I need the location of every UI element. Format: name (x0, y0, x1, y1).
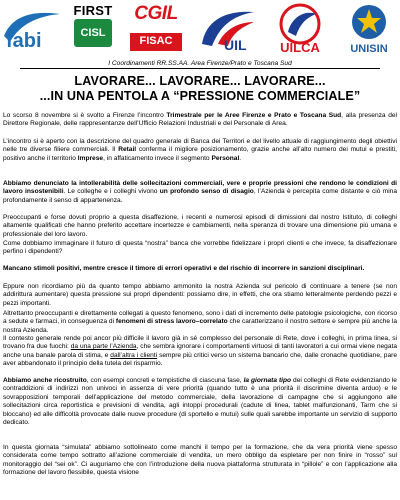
fisac-bar (130, 33, 182, 51)
paragraph-future: Come dobbiamo immaginare il futuro di questa “nostra” banca che vorrebbe fidelizzare i propri clienti e che invece, fa disaffezionare perfino i dipendenti? (3, 240, 397, 256)
fabi-logo (2, 10, 64, 50)
paragraph-stress: Altrettanto preoccupanti e direttamente collegati a questo fenomeno, sono i dati di incremento delle patologie psicologiche, con ricorso a sedute e farmaci, in conseguenza di fenomeni di stress lavoro–correlato che caratterizzano il nostro settore e sempre più anche la nostra Azienda. (3, 310, 398, 334)
page-title: LAVORARE... LAVORARE... LAVORARE... (74, 74, 326, 88)
paragraph-typical-day: Abbiamo anche ricostruito, con esempi concreti e tempistiche di ciascuna fase, la giornata tipo dei colleghi di Rete evidenziando le contraddizioni di indirizzi non univoci in assenza di vere priorità (quando tutto è una priorità il discrimine diventa arduo) e le sovrapposizioni temporali dell’applicazione del metodo commerciale, della lavorazione di campagne che si aggiungono alle sollecitazioni circa reportistica e previsioni di vendita, agli intoppi procedurali (cadute di linea, tablet malfunzionanti, Tarm che si bloccano) ed alle difficoltà provocate dalle nuove procedure (di sportello e mutui) sulle quali sarebbe importante un servizio di supporto dedicato. (3, 377, 397, 427)
unisin-logo (340, 2, 398, 56)
page-subtitle: ...IN UNA PENTOLA A “PRESSIONE COMMERCIALE” (39, 89, 361, 103)
first-cisl-logo (72, 3, 114, 53)
fabi-logo-text: fabi (6, 30, 42, 50)
union-logos (0, 0, 400, 60)
header-divider (20, 68, 380, 69)
first-logo-text: FIRST (73, 3, 113, 18)
paragraph-pressure: Abbiamo denunciato la intollerabilità delle sollecitazioni commerciali, vere e proprie pressioni che rendono le condizioni di lavoro insostenibili. Le colleghe e i colleghi vivono un profondo senso di disagio, l’Azienda è percepita come distante e ciò mina profondamente il senso di appartenenza. (3, 180, 397, 204)
paragraph-resignations: Preoccupanti e forse dovuti proprio a questa disaffezione, i recenti e numerosi episodi di dimissioni dal nostro Istituto, di colleghi altamente qualificati che hanno preferito accettare incertezze e cambiamenti, nella speranza di trovare una dimensione più umana e professionale del loro lavoro. (3, 214, 397, 238)
cisl-badge (74, 19, 112, 47)
coordination-line: I Coordinamenti RR.SS.AA. Area Firenze/Prato e Toscana Sud (108, 60, 292, 67)
fisac-logo-text: FISAC (139, 35, 173, 47)
cgil-logo-text: CGIL (134, 3, 178, 24)
paragraph-training: In questa giornata “simulata” abbiamo sottolineato come manchi il tempo per la formazione, che da vera priorità viene spesso considerata come tempo sottratto all’azione commerciale di vendita, un mero obbligo da espletare per non finire in “rosso” sul monitoraggio del “sei ok”. Ci auguriamo che con l’introduzione della nuova piattaforma strutturata in “pillole” e con l’applicazione alla formazione del lavoro flessibile, questa visione (3, 444, 397, 477)
uil-logo-text: UIL (224, 37, 247, 52)
paragraph-network-staff: Il contesto generale rende poi ancor più difficile il lavoro già in sé complesso del personale di Rete, dove i colleghi, in prima linea, si trovano fra due fuochi: da una parte l’Azienda, che sembra ignorare i comportamenti virtuosi di tanti lavoratori a cui ormai viene negata anche una banale parola di stima, e dall’altra i clienti sempre più critici verso un sistema bancario che, dalle cronache quotidiane, pare aver abbandonato il principio della tutela del risparmio. (3, 335, 397, 368)
paragraph-stimuli: Mancano stimoli positivi, mentre cresce il timore di errori operativi e del rischio di incorrere in sanzioni disciplinari. (3, 265, 365, 272)
uilca-logo-text: UILCA (280, 40, 320, 54)
uilca-logo (266, 2, 334, 54)
uil-logo (198, 4, 258, 52)
paragraph-warning: Eppure non ricordiamo più da quanto tempo abbiamo ammonito la nostra Azienda sul pericolo di continuare a tenere (se non addirittura aumentare) questa pressione sui propri dipendenti: possiamo dire, in effetti, che ora stiamo letteralmente perdendo pezzi e pezzi importanti. (3, 283, 397, 307)
paragraph-overview: L’incontro si è aperto con la descrizione del quadro generale di Banca dei Territori e del livello attuale di raggiungimento degli obiettivi nelle tre diverse filiere commerciali. Il Retail conferma il migliore posizionamento, grazie anche all’alto numero dei mutui e prestiti, positivo anche il territorio Imprese, in affaticamento invece il segmento Personal. (3, 138, 397, 162)
fisac-cgil-logo (124, 3, 188, 53)
unisin-logo-text: UNISIN (350, 43, 388, 55)
paragraph-meeting: Lo scorso 8 novembre si è svolto a Firenze l’incontro Trimestrale per le Aree Firenze e Prato e Toscana Sud, alla presenza del Direttore Regionale, delle rappresentanze dell’Ufficio Relazioni Industriali e del Personale di Area. (3, 112, 397, 128)
cisl-logo-text: CISL (80, 27, 106, 39)
